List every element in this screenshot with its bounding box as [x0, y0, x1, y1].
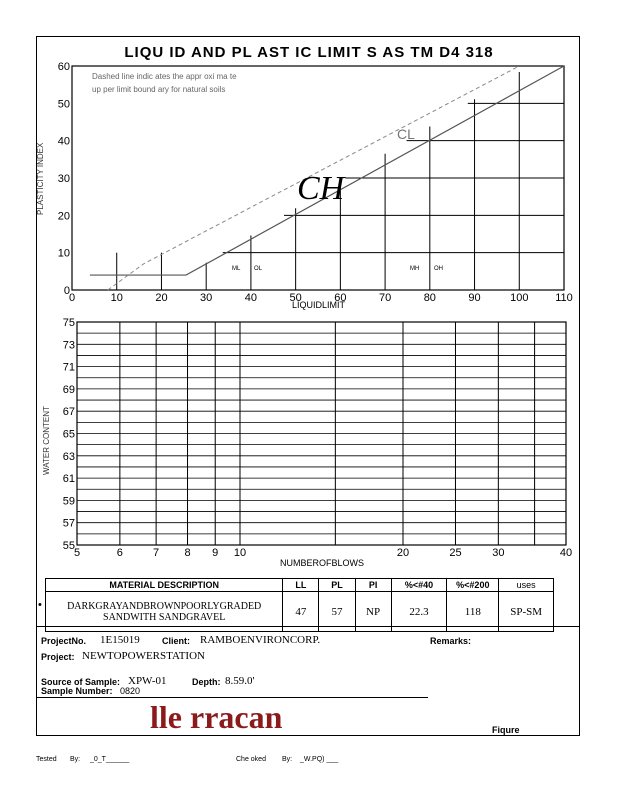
material-table: [45, 578, 554, 632]
plasticity-ytick: 0: [63, 285, 70, 297]
row-marker: •: [38, 599, 42, 611]
zone-label-ch: CH: [297, 170, 345, 207]
flow-xtick: 6: [116, 547, 123, 559]
client-label: Client:: [162, 636, 190, 646]
checked-label: Che oked: [236, 756, 266, 763]
plasticity-ytick: 30: [57, 173, 70, 185]
flow-xtick: 7: [153, 547, 160, 559]
flow-ylabel: WATER CONTENT: [42, 406, 51, 475]
plasticity-xtick: 100: [510, 292, 529, 304]
note-line-2: up per limit bound ary for natural soils: [92, 85, 226, 94]
header-pl: PL: [319, 579, 355, 592]
value-uses: SP-SM: [499, 592, 554, 632]
flow-ytick: 61: [62, 473, 75, 486]
client: RAMBOENVIRONCORP.: [200, 634, 321, 646]
plasticity-ytick: 10: [57, 247, 70, 260]
plasticity-xtick: 110: [555, 292, 573, 304]
zone-label-cl: CL: [397, 126, 415, 142]
figure-label: Fiqure: [492, 725, 520, 735]
flow-xtick: 9: [212, 547, 219, 559]
header-p40: %<#40: [391, 579, 447, 592]
zone-label-ml: ML: [232, 266, 241, 272]
plasticity-xtick: 40: [244, 292, 258, 304]
header-pi: PI: [355, 579, 391, 592]
tested-by: _0_T______: [90, 756, 130, 763]
flow-ytick: 57: [62, 517, 75, 530]
sample: 0820: [120, 686, 141, 696]
plasticity-xtick: 50: [289, 292, 302, 304]
zone-label-mh: MH: [410, 266, 420, 272]
flow-xlabel: NUMBEROFBLOWS: [280, 558, 365, 568]
flow-ytick: 73: [62, 339, 75, 352]
plasticity-xtick: 20: [155, 292, 168, 304]
value-ll: 47: [283, 592, 319, 632]
value-pl: 57: [319, 592, 355, 632]
flow-xtick: 10: [233, 547, 247, 559]
flow-xtick: 5: [73, 547, 81, 559]
value-pi: NP: [355, 592, 391, 632]
plasticity-ylabel: PLASTICITY INDEX: [36, 142, 45, 215]
plasticity-ytick: 20: [57, 210, 70, 223]
plasticity-xtick: 80: [423, 292, 436, 304]
project-name: NEWTOPOWERSTATION: [82, 650, 205, 662]
checked-by-label: By:: [282, 756, 293, 763]
flow-ytick: 75: [62, 317, 75, 329]
depth-label: Depth:: [192, 677, 221, 687]
flow-ytick: 59: [62, 495, 75, 508]
description-line-2: SANDWITH SANDGRAVEL: [103, 611, 226, 623]
zone-label-oh: OH: [434, 266, 443, 272]
plasticity-ytick: 60: [57, 61, 70, 73]
description-line-1: DARKGRAYANDBROWNPOORLYGRADED: [67, 600, 262, 612]
sample-label: Sample Number:: [41, 686, 113, 696]
header-uses: uses: [499, 579, 554, 592]
project-divider: [36, 626, 580, 627]
header-p200: %<#200: [447, 579, 499, 592]
header-material: MATERIAL DESCRIPTION: [46, 579, 283, 592]
flow-xtick: 25: [449, 547, 462, 559]
plasticity-xtick: 30: [200, 292, 213, 304]
flow-ytick: 69: [62, 383, 75, 396]
flow-xtick: 8: [184, 547, 191, 559]
value-p40: 22.3: [391, 592, 447, 632]
zone-label-ol: OL: [254, 266, 263, 272]
logo-divider: [36, 697, 428, 698]
source-label: Source of Sample:: [41, 677, 121, 687]
plasticity-xtick: 0: [68, 292, 76, 304]
tested-label: Tested: [36, 756, 57, 763]
plasticity-ytick: 40: [57, 135, 70, 148]
plasticity-xtick: 90: [468, 292, 481, 304]
flow-xtick: 20: [396, 547, 410, 559]
plasticity-xlabel: LIQUIDLIMIT: [292, 300, 346, 310]
source: XPW-01: [128, 675, 167, 687]
checked-by: _W.PQ) ___: [300, 756, 339, 763]
flow-ytick: 65: [62, 428, 75, 441]
tested-by-label: By:: [70, 756, 81, 763]
flow-ytick: 63: [62, 450, 75, 463]
plasticity-xtick: 10: [110, 292, 123, 304]
plasticity-xtick: 60: [334, 292, 347, 304]
flow-ytick: 55: [62, 540, 75, 552]
project-no-label: ProjectNo.: [41, 636, 87, 646]
header-ll: LL: [283, 579, 319, 592]
chart-title: LIQU ID AND PL AST IC LIMIT S AS TM D4 318: [124, 44, 494, 61]
remarks-label: Remarks:: [430, 636, 472, 646]
plasticity-ytick: 50: [57, 98, 70, 111]
value-p200: 118: [447, 592, 499, 632]
note-line-1: Dashed line indic ates the appr oxi ma te: [92, 72, 237, 81]
depth: 8.59.0': [225, 675, 255, 687]
project-no: 1E15019: [100, 634, 140, 646]
project-label: Project:: [41, 652, 75, 662]
company-logo: lle rracan: [150, 699, 283, 735]
flow-xtick: 30: [492, 547, 505, 559]
flow-ytick: 67: [62, 406, 75, 419]
flow-grid: [77, 322, 566, 545]
plasticity-xtick: 70: [378, 292, 392, 304]
flow-ytick: 71: [62, 361, 75, 374]
flow-xtick: 40: [559, 547, 573, 559]
